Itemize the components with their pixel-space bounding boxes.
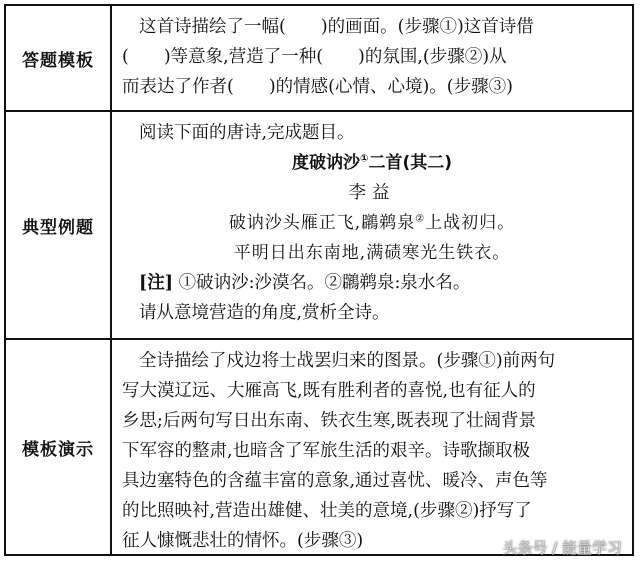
- example-content: [110, 112, 632, 338]
- poem-author: 李益: [348, 183, 396, 203]
- poem-title-footnote: ①: [359, 153, 369, 165]
- demo-content: [110, 340, 632, 554]
- template-row: [6, 6, 632, 110]
- watermark-text: 头条号 / 能量学习: [502, 539, 622, 557]
- note-text: ①破讷沙:沙漠名。②鸊鹈泉:泉水名。: [178, 273, 471, 293]
- example-instruction: 阅读下面的唐诗,完成题目。: [139, 123, 355, 143]
- template-label: 答题模板: [6, 6, 112, 110]
- demo-row: [6, 338, 632, 554]
- template-content: [110, 6, 632, 110]
- example-question: 请从意境营造的角度,赏析全诗。: [139, 303, 390, 323]
- demo-line: 下军容的整肃,也暗含了军旅生活的艰辛。诗歌撷取极: [122, 441, 531, 461]
- note-tag: [注]: [139, 273, 174, 293]
- example-label: 典型例题: [6, 112, 112, 338]
- example-row: [6, 110, 632, 338]
- poem-line-1b: 上战初归。: [425, 213, 516, 233]
- poem-notes: [122, 268, 622, 298]
- demo-line: 征人慷慨悲壮的情怀。(步骤③): [122, 531, 364, 551]
- poem-line: [122, 208, 622, 238]
- demo-line: 写大漠辽远、大雁高飞,既有胜利者的喜悦,也有征人的: [122, 381, 536, 401]
- poem-line: 平明日出东南地,满碛寒光生铁衣。: [233, 243, 511, 263]
- answer-template-table: [4, 4, 634, 556]
- demo-label: 模板演示: [6, 340, 112, 554]
- template-line: 这首诗描绘了一幅( )的画面。(步骤①)这首诗借: [139, 17, 534, 37]
- poem-line-footnote: ②: [415, 213, 426, 225]
- poem-title-text: 度破讷沙: [291, 153, 360, 173]
- demo-line: 全诗描绘了戍边将士战罢归来的图景。(步骤①)前两句: [139, 351, 556, 371]
- poem-title: [122, 148, 622, 178]
- template-line: ( )等意象,营造了一种( )的氛围,(步骤②)从: [122, 47, 507, 67]
- poem-title-suffix: 二首(其二): [368, 153, 452, 173]
- demo-line: 乡思;后两句写日出东南、铁衣生寒,既表现了壮阔背景: [122, 411, 536, 431]
- demo-line: 具边塞特色的含蕴丰富的意象,通过喜忧、暖冷、声色等: [122, 471, 548, 491]
- poem-line-1a: 破讷沙头雁正飞,鸊鹈泉: [228, 213, 416, 233]
- template-line: 而表达了作者( )的情感(心情、心境)。(步骤③): [122, 77, 513, 97]
- demo-line: 的比照映衬,营造出雄健、壮美的意境,(步骤②)抒写了: [122, 501, 532, 521]
